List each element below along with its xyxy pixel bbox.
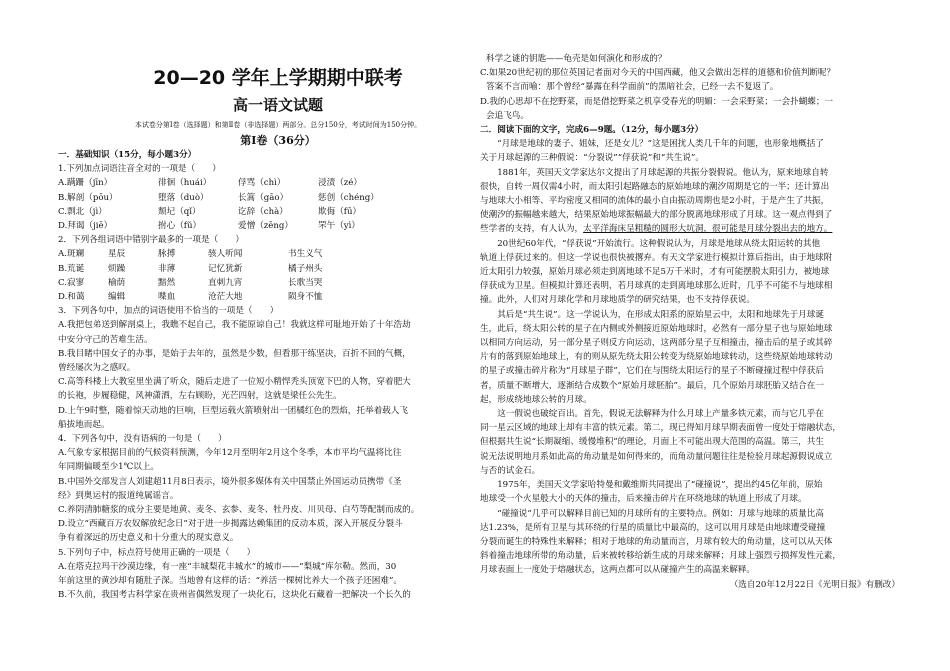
q1-option-row [58, 191, 498, 205]
q1-option-row [58, 219, 498, 233]
q5-option-line: A.在塔克拉玛干沙漠边缘，有一座“丰城梨花丰城水”的城市——“梨城”库尔勒。然而，30 [58, 561, 397, 572]
passage-line: 片有的落到原始地球上，有的则从原先绕太阳公转变为绕原始地球转动，这些绕原始地球转动 [480, 352, 833, 363]
right-column [480, 0, 910, 592]
q2-option-cell: 长歌当哭 [288, 277, 323, 288]
q3-option-line: C.高等科楼上大教室里坐满了听众，随后走进了一位短小精悍秃头顶宽下巴的人物，穿着肥大 [58, 377, 411, 388]
q2-option-row [58, 290, 498, 304]
passage-line: 地球受一个火星般大小的天体的撞击，后来撞击碎片在环绕地球的轨道上形成了月球。 [480, 494, 807, 505]
passage-line: 起，形成绕地球公转的月球。 [480, 394, 592, 405]
passage-line: 1975年，美国天文学家哈特曼和戴维斯共同提出了“碰撞说”，提出约45亿年前，原始 [497, 480, 823, 491]
q3-option-line: 的长袍，步履稳健，风神潇洒，左右顾盼，光芒四射，这就是梁任公先生。 [58, 391, 342, 402]
q3-options [58, 318, 498, 432]
q2-stem: 2．下列各组词语中错别字最多的一项是（ ） [58, 235, 244, 246]
q2-option-row [58, 276, 498, 290]
q2-option-cell: 骇人听闻 [208, 249, 243, 260]
passage-line: “碰撞说”几乎可以解释目前已知的月球所有的主要特点。例如：月球与地球的质量比高 [497, 508, 824, 519]
q5-stem: 5.下列句子中，标点符号使用正确的一项是（ ） [58, 547, 256, 558]
q2-option-cell: D.和蔼 [58, 292, 85, 303]
passage-line: 生，此后，绕太阳公转的星子在内侧或外侧接近原始地球时，必然有一部分星子也与原始地球 [480, 323, 833, 334]
q3-option-line: D.上午9时整，随着惊天动地的巨响，巨型运载火箭喷射出一团橘红色的烈焰，托举着载人飞 [58, 405, 408, 416]
q1-option-cell: 讫辞（chà） [238, 206, 288, 217]
q1-option-cell: 浸渍（zé） [318, 178, 362, 189]
passage-line: 但根据共生说“长期凝缩、缓慢堆积”的理论，月面上不可能出现大范围的高温。第三，共生 [480, 437, 824, 448]
passage-line: 很快，自转一周仅需4小时，而太阳引起路融态的原始地球的潮汐周期是它的一半；还计算出 [480, 181, 830, 192]
q3-stem: 3．下列各句中，加点的词语使用不恰当的一项是（ ） [58, 306, 279, 317]
passage-line: 同一星云区域的地球上却有丰富的铁元素。第二，现已得知月球早期表面曾一度处于熔融状态， [480, 423, 841, 434]
q5-option-line: 年前这里的黄沙却有随肚子深。当地曾有这样的话：“养活一棵树比养大一个孩子还困难”。 [58, 576, 402, 587]
q4-stem: 4．下列各句中，没有语病的一句是（ ） [58, 434, 227, 445]
passage-line: 俘获成为卫星。但模拟计算还表明，若月球真的走到离地球那么近时，几乎不可能不与地球相 [480, 281, 833, 292]
q3-option-line: A.我把包弟送到解剖桌上，我瞧不起自己，我不能原谅自己！我就这样可耻地开始了十年浩劫 [58, 320, 411, 331]
q2-option-cell: C.寂寥 [58, 277, 85, 288]
passage-underlined-text: 太平洋海床呈粗糙的圆形大坑洞，很可能是月球分裂出去的地方。 [583, 224, 833, 235]
q4-option-line: 经》到奥运村的报道纯属谣言。 [58, 490, 179, 501]
q1-option-cell: B.解剖（pōu） [58, 192, 118, 203]
q4-option-line: D.设立“西藏百万农奴解放纪念日”对于进一步揭露达赖集团的反动本质，深入开展反分裂斗 [58, 519, 403, 530]
q4-option-line: C.养阴清肺糖浆的成分主要是地黄、麦冬、玄参、麦冬、牡丹皮、川贝母、白芍等配制而成的。 [58, 505, 420, 516]
passage-line: 斜着撞击地球所带的角动量，后来被转移给新生成的月球来解释；月球上强烈亏损挥发性元素， [480, 551, 841, 562]
q5-options [58, 560, 498, 603]
q2-option-cell: 脉搏 [158, 249, 176, 260]
q2-option-cell: A.斑斓 [58, 249, 85, 260]
q5-option-line: 答案不言而喻：那个曾经“暴露在科学面前”的黑暗社会，已经一去不复返了。 [486, 82, 779, 93]
passage-line: 轨道上俘获过来的。但这一学说也很快被撂弃。有天文学家进行模拟计算后指出，由于地球附 [480, 252, 833, 263]
q1-option-row [58, 176, 498, 190]
q2-option-cell: 直刺九宵 [208, 277, 243, 288]
q2-option-cell: 榆荫 [108, 277, 126, 288]
passage-line: “月球是地球的妻子、姐妹，还是女儿？”这是困扰人类几千年的问题，也形象地概括了 [497, 139, 824, 150]
q1-option-cell: 罘午（yì） [318, 221, 360, 232]
q5-continued [480, 52, 910, 123]
q2-option-cell: B.荒诞 [58, 263, 85, 274]
q2-option-cell: 星辰 [108, 249, 126, 260]
passage-line: 以相同方向运动，另一部分星子则反方向运动，这两部分星子互相撞击，撞击后的星子或其碎 [480, 338, 833, 349]
q2-option-cell: 喋血 [158, 292, 176, 303]
q2-option-cell: 记忆犹新 [208, 263, 243, 274]
passage-line: 达1.23%，是所有卫星与其环绕的行星的质量比中最高的，这可以用月球是由地球遭受碰撞 [480, 522, 826, 533]
q2-option-cell: 橘子州头 [288, 263, 323, 274]
passage-line: 1881年，英国天文学家达尔文提出了月球起源的共振分裂假说。他认为，原来地球自转 [497, 167, 829, 178]
passage-line: 者，质量不断增大，逐渐结合成数个“原始月球胚胎”。最后，几个原始月球胚胎又结合在一 [480, 380, 824, 391]
exam-note: 本试卷分第Ⅰ卷（选择题）和第Ⅱ卷（非选择题）两部分。总分150分，考试时间为150分钟。 [134, 121, 422, 129]
q1-option-cell: C.剽北（jì） [58, 206, 107, 217]
q1-option-cell: 俘骂（chì） [238, 178, 286, 189]
passage-line: 其后是“共生说”。这一学说认为，在形成太阳系的原始星云中，太阳和地球先于月球诞 [497, 309, 824, 320]
passage-text: 些学者的支持，有人认为， [480, 224, 584, 235]
q1-stem: 1.下列加点词语注音全对的一项是（ ） [58, 164, 221, 175]
q2-option-row [58, 262, 498, 276]
q5-option-line: D.我的心思却不在挖野菜，而是借挖野菜之机享受春光的明媚：一会采野菜；一会扑蝴蝶；一 [480, 96, 834, 107]
q1-option-cell: 拊心（fǔ） [158, 221, 202, 232]
passage-line: 的星子或撞击碎片称为“月球星子群”，它们在与围绕太阳运行的星子不断碰撞过程中俘获后 [480, 366, 824, 377]
q2-option-cell: 黯然 [158, 277, 176, 288]
passage-line: 近太阳引力较强，原始月球必须走到离地球不足5万千米时，才有可能摆脱太阳引力，被地球 [480, 267, 830, 278]
q4-option-line: 争有着深远的历史意义和十分重大的现实意义。 [58, 533, 239, 544]
q4-option-line: 年同期偏暖至少1℃以上。 [58, 462, 160, 473]
q1-option-cell: A.蹒跚（jīn） [58, 178, 113, 189]
q2-options [58, 247, 498, 304]
q1-option-cell: 徘徊（huái） [158, 178, 212, 189]
q1-option-cell: 颓圮（qǐ） [158, 206, 201, 217]
passage-line: 使潮汐的振幅越来越大，结果原始地球振幅最大的部分脱离地球形成了月球。这一观点得到了 [480, 210, 833, 221]
q1-option-cell: 惩创（chéng） [318, 192, 379, 203]
q1-option-cell: D.拜谒（jiē） [58, 221, 113, 232]
passage-line [480, 222, 910, 236]
q4-option-line: B.中国外交部发言人刘建超11月8日表示，境外很多媒体有关中国禁止外国运动员携带《圣 [58, 476, 402, 487]
passage-line: 关于月球起源的三种假说：“分裂说”“俘获说”和“共生说”。 [480, 153, 705, 164]
passage-line: 撞。此外，人们对月球化学和月球地质学的研究结果，也不支持俘获说。 [480, 295, 756, 306]
q4-option-line: A.气象专家根据目前的气候资料预测，今年12月至明年2月这个冬季，本市平均气温将比往 [58, 448, 402, 459]
q1-option-cell: 长篙（gāo） [238, 192, 289, 203]
section2-heading: 二．阅读下面的文字，完成6—9题。（12分，每小题3分） [480, 125, 704, 136]
q2-option-cell: 编辑 [108, 292, 126, 303]
passage-source: （选自20年12月22日《光明日报》有删改） [729, 579, 900, 590]
passage-line: 与否的试金石。 [480, 465, 541, 476]
passage-line: 月球表面上一度处于熔融状态，这两点都可以从碰撞产生的高温来解释。 [480, 565, 756, 576]
q1-option-cell: 堕落（duò） [158, 192, 209, 203]
q5-option-line: 会追飞鸟。 [486, 110, 529, 121]
q2-option-cell: 沧茫大地 [208, 292, 243, 303]
exam-subtitle: 高一语文试题 [232, 96, 323, 114]
passage-line: 这一假说也破绽百出。首先，假说无法解释为什么月球上产量多铁元素，而与它几乎在 [497, 409, 824, 420]
q3-option-line: 中安分守己的苦难生活。 [58, 334, 153, 345]
left-column [58, 0, 498, 603]
section1-heading: 一．基础知识（15分，每小题3分） [58, 150, 197, 160]
q1-option-cell: 欺侮（fū） [318, 206, 362, 217]
passage-line: 说无法说明地月系如此高的角动量是如何得来的，而角动量问题往往是检验月球起源假说成立 [480, 451, 833, 462]
q2-option-cell: 陨身不恤 [288, 292, 323, 303]
passage-line: 分裂而诞生的特殊性来解释；相对于地球的角动量而言，月球有较大的角动量，这可以从天体 [480, 536, 833, 547]
exam-title: 20—20 学年上学期期中联考 [153, 67, 403, 89]
passage-line: 20世纪60年代，“俘获说”开始流行。这种假说认为，月球是地球从绕太阳运转的其他 [497, 238, 821, 249]
q2-option-row [58, 247, 498, 261]
q5-option-line: C.如果20世纪初的那位英国记者面对今天的中国西藏，他又会做出怎样的道德和价值判断呢？ [480, 68, 836, 79]
q5-option-line: 科学之谜的钥匙——龟壳是如何演化和形成的？ [486, 54, 667, 64]
part1-heading: 第Ⅰ卷（36分） [240, 134, 316, 147]
q2-option-cell: 非薄 [158, 263, 176, 274]
passage-line: 与地球大小相等、平均密度又相同的流体的最小自由振动周期也是2小时，于是产生了共振， [480, 196, 830, 207]
q2-option-cell: 书生义气 [288, 249, 323, 260]
reading-passage [480, 137, 910, 577]
q3-option-line: 船拔地而起。 [58, 419, 110, 430]
q5-option-line: B.不久前，我国考古科学家在贵州省偶然发现了一块化石，这块化石藏着一把解决一个长久的 [58, 590, 411, 601]
q3-option-line: B.我目睹中国女子的办事，是始于去年的，虽然是少数，但看那干练坚决，百折不回的气概， [58, 348, 411, 359]
q1-option-cell: 爱憎（zēng） [238, 221, 294, 232]
q1-options [58, 176, 498, 233]
q1-option-row [58, 205, 498, 219]
q3-option-line: 曾经屡次为之感叹。 [58, 363, 136, 374]
q2-option-cell: 烦躁 [108, 263, 126, 274]
q4-options [58, 446, 498, 545]
